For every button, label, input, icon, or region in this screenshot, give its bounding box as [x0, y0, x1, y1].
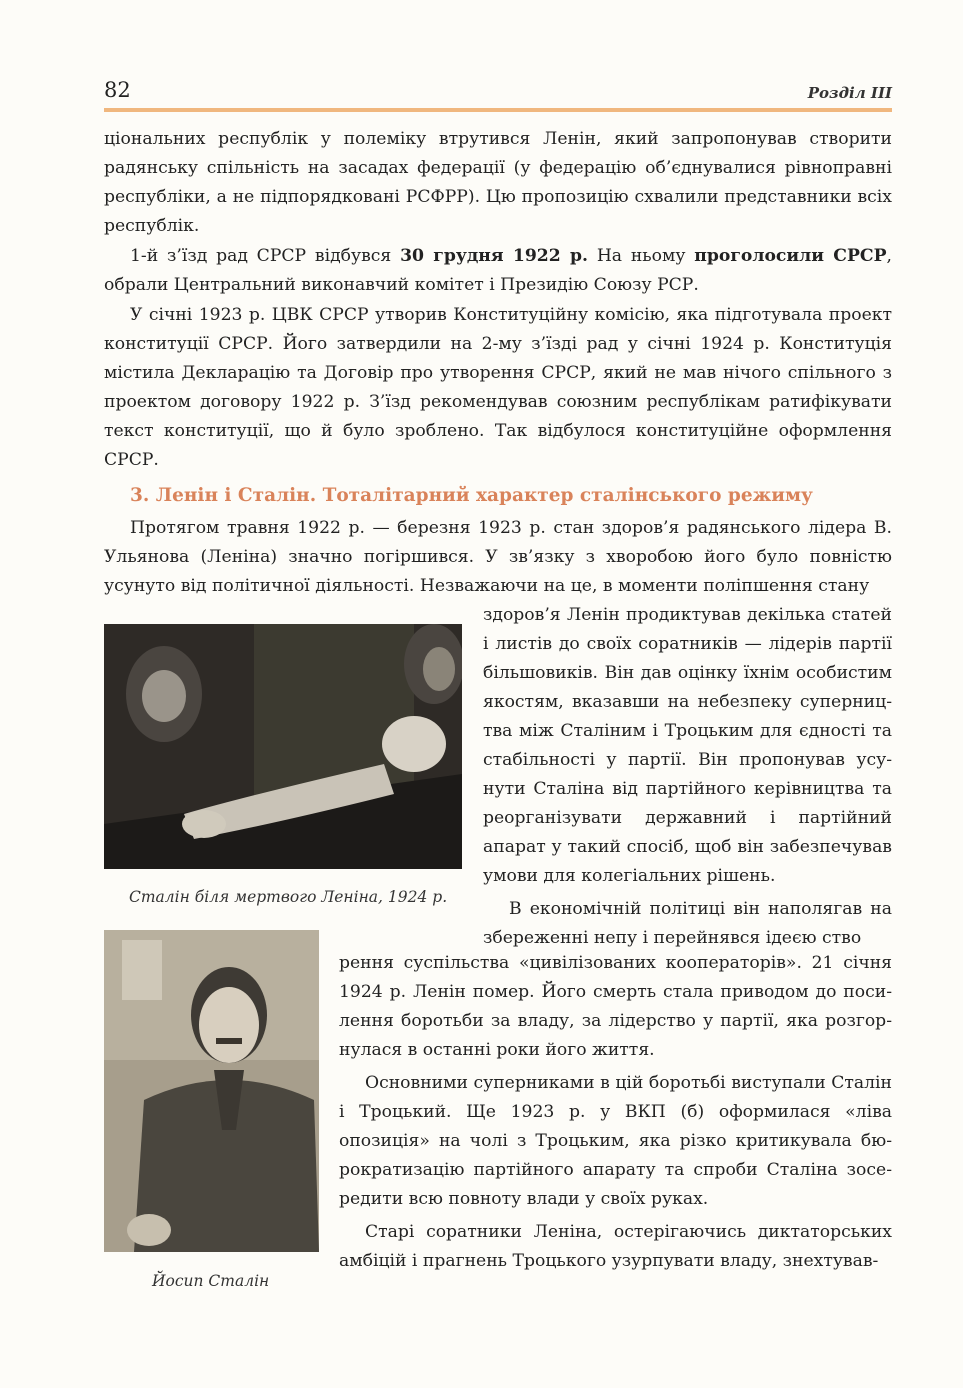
paragraph-illness: Протягом травня 1922 р. — березня 1923 р. стан здоров’я радянського лідера В. Ульянова (Леніна) значно погіршився. У зв’язку з хворобою його було повністю усунуто від політичної діяльності. Незважаючи на це, в моменти поліпшення стану [104, 518, 892, 596]
paragraph-congress [104, 242, 892, 300]
paragraph-old-comrades: Старі соратники Леніна, остерігаючись диктаторських амбіцій і прагнень Троцького узурпувати владу, знехтував- [339, 1222, 892, 1271]
section-heading: 3. Ленін і Сталін. Тоталітарний характер сталінського режиму [130, 485, 813, 506]
photo-stalin-lenin [104, 624, 462, 869]
intro-text [104, 125, 892, 475]
congress-text-e: , обрали Центральний виконавчий комітет і Президію Союзу РСР. [104, 246, 892, 295]
photo-stalin-portrait-image [104, 930, 319, 1252]
photo-stalin-lenin-caption: Сталін біля мертвого Леніна, 1924 р. [129, 888, 448, 906]
lower-column-text [339, 949, 892, 1276]
page-number: 82 [104, 78, 131, 102]
photo-stalin-lenin-image [104, 624, 462, 869]
congress-proclaimed: проголосили СРСР [694, 246, 887, 266]
paragraph-rivals: Основними суперниками в цій боротьбі виступали Сталін і Троцький. Ще 1923 р. у ВКП (б) оформилася «ліва опозиція» на чолі з Троцьким, яка різко критикувала бюрократизацію партійного апарату та спроби Сталіна зосередити всю повноту влади у своїх руках. [339, 1073, 892, 1209]
photo-stalin-portrait [104, 930, 319, 1252]
paragraph-illness-cont: здоров’я Ленін продиктував декілька статей і листів до своїх соратників — лідерів партії більшовиків. Він дав оцінку їхнім особистим якостям, вказавши на небезпеку суперництва між Сталіним і Троцьким для єдності та стабільності у партії. Він пропонував усунути Сталіна від партійного керівництва та реорганізувати державний і партійний апарат у такий спосіб, щоб він забезпечував умови для колегіальних рішень. [483, 605, 892, 886]
congress-text-c: На ньому [588, 246, 695, 266]
paragraph-federation: ціональних республік у полеміку втрутився Ленін, який запропонував створити радянську спільність на засадах федерації (у федерацію об’єднувалися рівноправні республіки, а не підпорядковані РСФРР). Цю пропозицію схвалили представники всіх республік. [104, 129, 892, 236]
section3-opening [104, 514, 892, 601]
paragraph-economy-start: В економічній політиці він наполягав на збереженні непу і перейнявся ідеєю ство [483, 899, 892, 948]
section-label: Розділ III [807, 84, 892, 102]
paragraph-constitution: У січні 1923 р. ЦВК СРСР утворив Конституційну комісію, яка підготувала проект конституції СРСР. Його затвердили на 2-му з’їзді рад у січні 1924 р. Конституція містила Декларацію та Договір про утворення СРСР, який не мав нічого спільного з проектом договору 1922 р. З’їзд рекомендував союзним республікам ратифікувати текст конституції, що й було зроблено. Так відбулося конституційне оформлення СРСР. [104, 305, 892, 470]
paragraph-economy-rest: рення суспільства «цивілізованих кооператорів». 21 січня 1924 р. Ленін помер. Його смерть стала приводом до посилення боротьби за владу, за лідерство у партії, яка розгорнулася в останні роки його життя. [339, 953, 892, 1060]
congress-date: 30 грудня 1922 р. [400, 246, 589, 266]
photo-stalin-portrait-caption: Йосип Сталін [152, 1272, 270, 1290]
header-rule [104, 108, 892, 112]
right-column-text [483, 601, 892, 953]
congress-text-a: 1-й з’їзд рад СРСР відбувся [130, 246, 401, 266]
